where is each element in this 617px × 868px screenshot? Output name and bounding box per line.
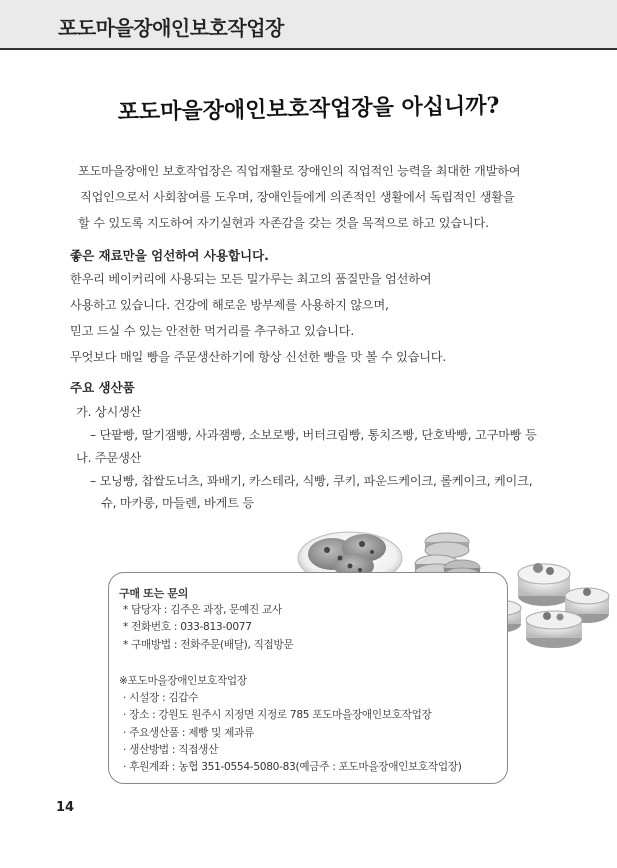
contact-info-box: [108, 572, 508, 784]
org-block: [119, 673, 462, 776]
order-production-items: – 모닝빵, 찹쌀도너츠, 꽈배기, 카스테라, 식빵, 쿠키, 파운드케이크, 롤케이크, 케이크,: [90, 474, 533, 488]
contact-line: * 전화번호 : 033-813-0077: [123, 621, 252, 634]
order-production-label: 나. 주문생산: [76, 451, 142, 465]
order-production-items-cont: 슈, 마카롱, 마들렌, 바게트 등: [101, 496, 255, 510]
quality-line: 한우리 베이커리에 사용되는 모든 밀가루는 최고의 품질만을 엄선하여: [70, 272, 432, 286]
quality-line: 믿고 드실 수 있는 안전한 먹거리를 추구하고 있습니다.: [70, 324, 355, 338]
contact-line: * 담당자 : 김주은 과장, 문예진 교사: [123, 604, 282, 617]
org-line: · 후원계좌 : 농협 351-0554-5080-83(예금주 : 포도마을장애인보호작업장): [123, 761, 462, 774]
regular-production-items: – 단팥빵, 딸기잼빵, 사과잼빵, 소보로빵, 버터크림빵, 통치즈빵, 단호박빵, 고구마빵 등: [90, 428, 537, 442]
intro-paragraph: [78, 158, 558, 236]
page-number: 14: [56, 800, 75, 815]
contact-heading: 구매 또는 문의: [119, 587, 189, 600]
intro-line: 할 수 있도록 지도하여 자기실현과 자존감을 갖는 것을 목적으로 하고 있습니다.: [78, 216, 489, 230]
quality-heading: 좋은 재료만을 엄선하여 사용합니다.: [70, 248, 269, 263]
quality-line: 무엇보다 매일 빵을 주문생산하기에 항상 신선한 빵을 맛 볼 수 있습니다.: [70, 350, 447, 364]
intro-line: 직업인으로서 사회참여를 도우며, 장애인들에게 의존적인 생활에서 독립적인 생활을: [80, 190, 515, 204]
quality-line: 사용하고 있습니다. 건강에 해로운 방부제를 사용하지 않으며,: [70, 298, 389, 312]
header-title: 포도마을장애인보호작업장: [58, 16, 284, 40]
org-line: · 장소 : 강원도 원주시 지정면 지정로 785 포도마을장애인보호작업장: [123, 709, 432, 722]
org-line: · 생산방법 : 직접생산: [123, 743, 219, 756]
products-heading: 주요 생산품: [70, 380, 135, 395]
regular-production-label: 가. 상시생산: [76, 405, 142, 419]
quality-paragraph: [70, 266, 550, 370]
org-line: · 시설장 : 김갑수: [123, 692, 199, 705]
intro-line: 포도마을장애인 보호작업장은 직업재활로 장애인의 직업적인 능력을 최대한 개발하여: [78, 164, 521, 178]
org-line: · 주요생산품 : 제빵 및 제과류: [123, 726, 254, 739]
contact-line: * 구매방법 : 전화주문(배달), 직접방문: [123, 638, 294, 651]
handwritten-title: 포도마을장애인보호작업장을 아십니까?: [117, 92, 500, 126]
org-heading: ※포도마을장애인보호작업장: [119, 675, 247, 687]
page-header: [0, 0, 617, 50]
contact-block: [119, 585, 293, 654]
